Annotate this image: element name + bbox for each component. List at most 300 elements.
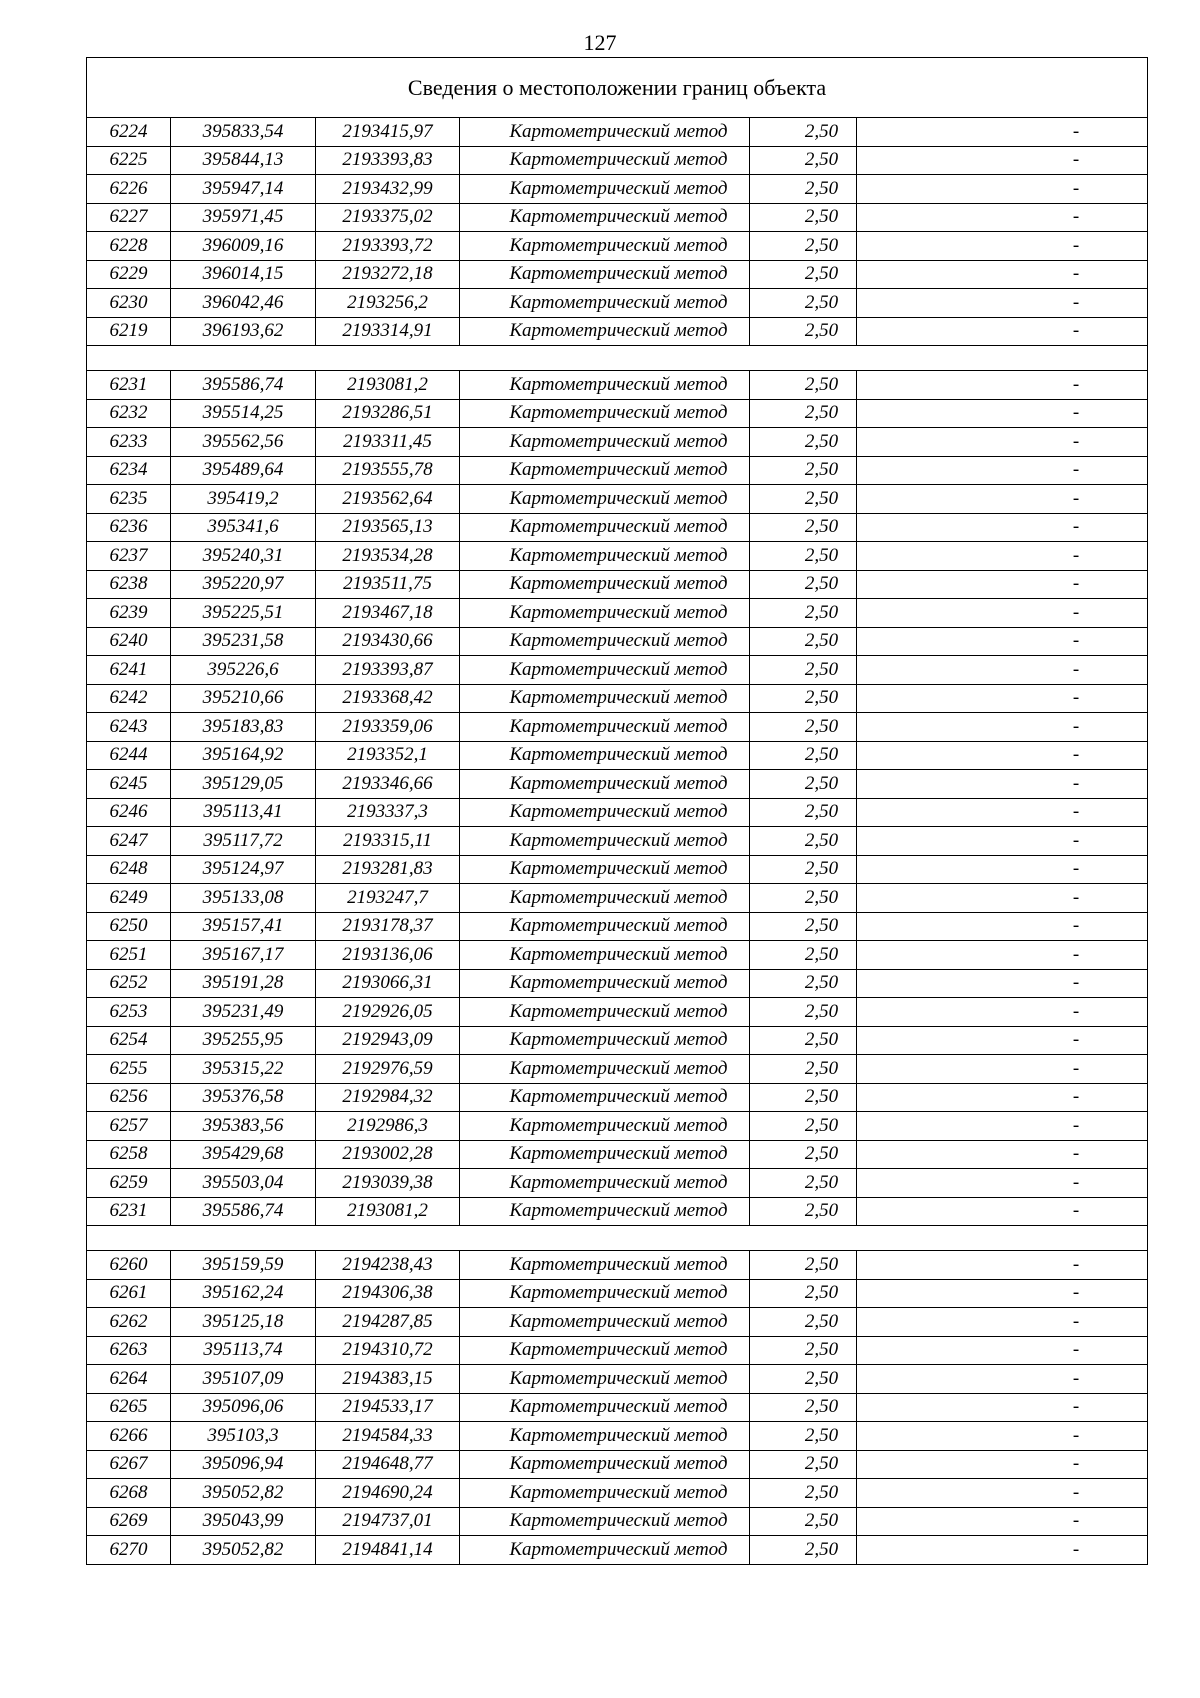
table-row — [87, 1422, 1148, 1451]
x-coordinate-cell: 395220,97 — [171, 570, 316, 599]
y-coordinate-cell: 2193272,18 — [316, 260, 460, 289]
point-number-cell: 6231 — [87, 371, 171, 400]
accuracy-cell: 2,50 — [750, 1422, 857, 1451]
description-cell: - — [857, 1422, 1148, 1451]
table-row — [87, 827, 1148, 856]
description-cell: - — [857, 1308, 1148, 1337]
description-cell: - — [857, 118, 1148, 147]
method-cell: Картометрический метод — [460, 232, 750, 261]
y-coordinate-cell: 2193136,06 — [316, 941, 460, 970]
table-row — [87, 456, 1148, 485]
point-number-cell: 6230 — [87, 289, 171, 318]
method-cell: Картометрический метод — [460, 1083, 750, 1112]
table-row — [87, 684, 1148, 713]
accuracy-cell: 2,50 — [750, 1479, 857, 1508]
x-coordinate-cell: 395947,14 — [171, 175, 316, 204]
y-coordinate-cell: 2194690,24 — [316, 1479, 460, 1508]
method-cell: Картометрический метод — [460, 1112, 750, 1141]
point-number-cell: 6242 — [87, 684, 171, 713]
x-coordinate-cell: 395586,74 — [171, 1197, 316, 1226]
method-cell: Картометрический метод — [460, 969, 750, 998]
description-cell: - — [857, 456, 1148, 485]
table-row — [87, 741, 1148, 770]
x-coordinate-cell: 395225,51 — [171, 599, 316, 628]
method-cell: Картометрический метод — [460, 542, 750, 571]
x-coordinate-cell: 395129,05 — [171, 770, 316, 799]
method-cell: Картометрический метод — [460, 399, 750, 428]
method-cell: Картометрический метод — [460, 456, 750, 485]
y-coordinate-cell: 2194310,72 — [316, 1336, 460, 1365]
y-coordinate-cell: 2193286,51 — [316, 399, 460, 428]
accuracy-cell: 2,50 — [750, 289, 857, 318]
description-cell: - — [857, 1365, 1148, 1394]
table-row — [87, 175, 1148, 204]
method-cell: Картометрический метод — [460, 1251, 750, 1280]
point-number-cell: 6240 — [87, 627, 171, 656]
table-row — [87, 118, 1148, 147]
description-cell: - — [857, 1197, 1148, 1226]
x-coordinate-cell: 395096,06 — [171, 1393, 316, 1422]
y-coordinate-cell: 2192926,05 — [316, 998, 460, 1027]
table-row — [87, 855, 1148, 884]
point-number-cell: 6251 — [87, 941, 171, 970]
method-cell: Картометрический метод — [460, 1365, 750, 1394]
separator-cell — [87, 346, 1148, 371]
accuracy-cell: 2,50 — [750, 969, 857, 998]
point-number-cell: 6259 — [87, 1169, 171, 1198]
point-number-cell: 6261 — [87, 1279, 171, 1308]
point-number-cell: 6231 — [87, 1197, 171, 1226]
method-cell: Картометрический метод — [460, 118, 750, 147]
description-cell: - — [857, 146, 1148, 175]
x-coordinate-cell: 395167,17 — [171, 941, 316, 970]
point-number-cell: 6247 — [87, 827, 171, 856]
method-cell: Картометрический метод — [460, 1536, 750, 1565]
accuracy-cell: 2,50 — [750, 203, 857, 232]
y-coordinate-cell: 2193247,7 — [316, 884, 460, 913]
x-coordinate-cell: 395157,41 — [171, 912, 316, 941]
method-cell: Картометрический метод — [460, 1197, 750, 1226]
y-coordinate-cell: 2192976,59 — [316, 1055, 460, 1084]
accuracy-cell: 2,50 — [750, 998, 857, 1027]
x-coordinate-cell: 395231,58 — [171, 627, 316, 656]
accuracy-cell: 2,50 — [750, 1197, 857, 1226]
description-cell: - — [857, 998, 1148, 1027]
table-row — [87, 542, 1148, 571]
x-coordinate-cell: 395315,22 — [171, 1055, 316, 1084]
y-coordinate-cell: 2193314,91 — [316, 317, 460, 346]
accuracy-cell: 2,50 — [750, 798, 857, 827]
accuracy-cell: 2,50 — [750, 1169, 857, 1198]
point-number-cell: 6262 — [87, 1308, 171, 1337]
table-row — [87, 1336, 1148, 1365]
table-row — [87, 627, 1148, 656]
description-cell: - — [857, 741, 1148, 770]
description-cell: - — [857, 371, 1148, 400]
description-cell: - — [857, 1507, 1148, 1536]
point-number-cell: 6241 — [87, 656, 171, 685]
point-number-cell: 6265 — [87, 1393, 171, 1422]
x-coordinate-cell: 395183,83 — [171, 713, 316, 742]
point-number-cell: 6244 — [87, 741, 171, 770]
accuracy-cell: 2,50 — [750, 1308, 857, 1337]
y-coordinate-cell: 2193002,28 — [316, 1140, 460, 1169]
description-cell: - — [857, 1450, 1148, 1479]
y-coordinate-cell: 2193352,1 — [316, 741, 460, 770]
table-row — [87, 713, 1148, 742]
point-number-cell: 6225 — [87, 146, 171, 175]
method-cell: Картометрический метод — [460, 741, 750, 770]
point-number-cell: 6270 — [87, 1536, 171, 1565]
accuracy-cell: 2,50 — [750, 884, 857, 913]
accuracy-cell: 2,50 — [750, 570, 857, 599]
method-cell: Картометрический метод — [460, 770, 750, 799]
table-row — [87, 232, 1148, 261]
method-cell: Картометрический метод — [460, 428, 750, 457]
table-row — [87, 260, 1148, 289]
point-number-cell: 6224 — [87, 118, 171, 147]
point-number-cell: 6227 — [87, 203, 171, 232]
x-coordinate-cell: 395231,49 — [171, 998, 316, 1027]
method-cell: Картометрический метод — [460, 1308, 750, 1337]
y-coordinate-cell: 2194648,77 — [316, 1450, 460, 1479]
point-number-cell: 6232 — [87, 399, 171, 428]
point-number-cell: 6263 — [87, 1336, 171, 1365]
point-number-cell: 6248 — [87, 855, 171, 884]
method-cell: Картометрический метод — [460, 1507, 750, 1536]
table-row — [87, 912, 1148, 941]
description-cell: - — [857, 428, 1148, 457]
point-number-cell: 6239 — [87, 599, 171, 628]
method-cell: Картометрический метод — [460, 146, 750, 175]
description-cell: - — [857, 232, 1148, 261]
table-row — [87, 1536, 1148, 1565]
x-coordinate-cell: 395341,6 — [171, 513, 316, 542]
y-coordinate-cell: 2193415,97 — [316, 118, 460, 147]
table-body — [87, 118, 1148, 1565]
point-number-cell: 6252 — [87, 969, 171, 998]
point-number-cell: 6258 — [87, 1140, 171, 1169]
y-coordinate-cell: 2193375,02 — [316, 203, 460, 232]
y-coordinate-cell: 2193534,28 — [316, 542, 460, 571]
accuracy-cell: 2,50 — [750, 713, 857, 742]
accuracy-cell: 2,50 — [750, 428, 857, 457]
description-cell: - — [857, 399, 1148, 428]
description-cell: - — [857, 1479, 1148, 1508]
x-coordinate-cell: 395162,24 — [171, 1279, 316, 1308]
description-cell: - — [857, 542, 1148, 571]
accuracy-cell: 2,50 — [750, 627, 857, 656]
x-coordinate-cell: 395043,99 — [171, 1507, 316, 1536]
point-number-cell: 6236 — [87, 513, 171, 542]
x-coordinate-cell: 395844,13 — [171, 146, 316, 175]
method-cell: Картометрический метод — [460, 827, 750, 856]
description-cell: - — [857, 884, 1148, 913]
table-row — [87, 570, 1148, 599]
table-row — [87, 1479, 1148, 1508]
x-coordinate-cell: 395833,54 — [171, 118, 316, 147]
accuracy-cell: 2,50 — [750, 371, 857, 400]
description-cell: - — [857, 175, 1148, 204]
y-coordinate-cell: 2194383,15 — [316, 1365, 460, 1394]
y-coordinate-cell: 2193359,06 — [316, 713, 460, 742]
x-coordinate-cell: 395191,28 — [171, 969, 316, 998]
table-row — [87, 1251, 1148, 1280]
point-number-cell: 6226 — [87, 175, 171, 204]
x-coordinate-cell: 395489,64 — [171, 456, 316, 485]
accuracy-cell: 2,50 — [750, 827, 857, 856]
description-cell: - — [857, 570, 1148, 599]
accuracy-cell: 2,50 — [750, 118, 857, 147]
x-coordinate-cell: 395096,94 — [171, 1450, 316, 1479]
point-number-cell: 6254 — [87, 1026, 171, 1055]
method-cell: Картометрический метод — [460, 1479, 750, 1508]
accuracy-cell: 2,50 — [750, 912, 857, 941]
accuracy-cell: 2,50 — [750, 1393, 857, 1422]
point-number-cell: 6228 — [87, 232, 171, 261]
accuracy-cell: 2,50 — [750, 317, 857, 346]
y-coordinate-cell: 2194841,14 — [316, 1536, 460, 1565]
accuracy-cell: 2,50 — [750, 542, 857, 571]
y-coordinate-cell: 2193393,72 — [316, 232, 460, 261]
x-coordinate-cell: 395052,82 — [171, 1479, 316, 1508]
accuracy-cell: 2,50 — [750, 656, 857, 685]
point-number-cell: 6267 — [87, 1450, 171, 1479]
table-row — [87, 513, 1148, 542]
description-cell: - — [857, 1536, 1148, 1565]
point-number-cell: 6257 — [87, 1112, 171, 1141]
table-row — [87, 798, 1148, 827]
description-cell: - — [857, 912, 1148, 941]
accuracy-cell: 2,50 — [750, 1083, 857, 1112]
boundary-coordinates-table — [86, 57, 1148, 1565]
description-cell: - — [857, 684, 1148, 713]
method-cell: Картометрический метод — [460, 371, 750, 400]
page-number: 127 — [583, 30, 617, 55]
method-cell: Картометрический метод — [460, 599, 750, 628]
table-row — [87, 399, 1148, 428]
accuracy-cell: 2,50 — [750, 146, 857, 175]
method-cell: Картометрический метод — [460, 1026, 750, 1055]
accuracy-cell: 2,50 — [750, 1336, 857, 1365]
x-coordinate-cell: 395255,95 — [171, 1026, 316, 1055]
table-row — [87, 1279, 1148, 1308]
y-coordinate-cell: 2193565,13 — [316, 513, 460, 542]
y-coordinate-cell: 2193430,66 — [316, 627, 460, 656]
method-cell: Картометрический метод — [460, 627, 750, 656]
accuracy-cell: 2,50 — [750, 399, 857, 428]
method-cell: Картометрический метод — [460, 260, 750, 289]
method-cell: Картометрический метод — [460, 570, 750, 599]
description-cell: - — [857, 1336, 1148, 1365]
point-number-cell: 6246 — [87, 798, 171, 827]
method-cell: Картометрический метод — [460, 656, 750, 685]
y-coordinate-cell: 2192986,3 — [316, 1112, 460, 1141]
table-row — [87, 1083, 1148, 1112]
table-row — [87, 146, 1148, 175]
x-coordinate-cell: 395503,04 — [171, 1169, 316, 1198]
point-number-cell: 6235 — [87, 485, 171, 514]
method-cell: Картометрический метод — [460, 1055, 750, 1084]
description-cell: - — [857, 317, 1148, 346]
table-row — [87, 1140, 1148, 1169]
table-row — [87, 1365, 1148, 1394]
accuracy-cell: 2,50 — [750, 770, 857, 799]
point-number-cell: 6237 — [87, 542, 171, 571]
method-cell: Картометрический метод — [460, 1336, 750, 1365]
table-row — [87, 1507, 1148, 1536]
point-number-cell: 6250 — [87, 912, 171, 941]
y-coordinate-cell: 2194238,43 — [316, 1251, 460, 1280]
y-coordinate-cell: 2193393,83 — [316, 146, 460, 175]
accuracy-cell: 2,50 — [750, 1536, 857, 1565]
table-row — [87, 941, 1148, 970]
x-coordinate-cell: 395562,56 — [171, 428, 316, 457]
description-cell: - — [857, 770, 1148, 799]
contour-separator-row — [87, 1226, 1148, 1251]
y-coordinate-cell: 2193346,66 — [316, 770, 460, 799]
x-coordinate-cell: 395107,09 — [171, 1365, 316, 1394]
y-coordinate-cell: 2193337,3 — [316, 798, 460, 827]
method-cell: Картометрический метод — [460, 1450, 750, 1479]
accuracy-cell: 2,50 — [750, 513, 857, 542]
table-row — [87, 599, 1148, 628]
x-coordinate-cell: 395514,25 — [171, 399, 316, 428]
table-row — [87, 289, 1148, 318]
description-cell: - — [857, 1055, 1148, 1084]
point-number-cell: 6249 — [87, 884, 171, 913]
description-cell: - — [857, 627, 1148, 656]
description-cell: - — [857, 485, 1148, 514]
accuracy-cell: 2,50 — [750, 1251, 857, 1280]
method-cell: Картометрический метод — [460, 289, 750, 318]
description-cell: - — [857, 1169, 1148, 1198]
method-cell: Картометрический метод — [460, 884, 750, 913]
point-number-cell: 6229 — [87, 260, 171, 289]
point-number-cell: 6269 — [87, 1507, 171, 1536]
table-row — [87, 371, 1148, 400]
x-coordinate-cell: 396193,62 — [171, 317, 316, 346]
y-coordinate-cell: 2193432,99 — [316, 175, 460, 204]
description-cell: - — [857, 855, 1148, 884]
table-row — [87, 1112, 1148, 1141]
y-coordinate-cell: 2194306,38 — [316, 1279, 460, 1308]
description-cell: - — [857, 289, 1148, 318]
description-cell: - — [857, 1279, 1148, 1308]
method-cell: Картометрический метод — [460, 684, 750, 713]
method-cell: Картометрический метод — [460, 1279, 750, 1308]
y-coordinate-cell: 2194584,33 — [316, 1422, 460, 1451]
accuracy-cell: 2,50 — [750, 941, 857, 970]
method-cell: Картометрический метод — [460, 175, 750, 204]
point-number-cell: 6243 — [87, 713, 171, 742]
point-number-cell: 6260 — [87, 1251, 171, 1280]
x-coordinate-cell: 395226,6 — [171, 656, 316, 685]
accuracy-cell: 2,50 — [750, 485, 857, 514]
x-coordinate-cell: 396042,46 — [171, 289, 316, 318]
y-coordinate-cell: 2193467,18 — [316, 599, 460, 628]
point-number-cell: 6253 — [87, 998, 171, 1027]
accuracy-cell: 2,50 — [750, 1026, 857, 1055]
x-coordinate-cell: 395164,92 — [171, 741, 316, 770]
method-cell: Картометрический метод — [460, 855, 750, 884]
table-row — [87, 998, 1148, 1027]
y-coordinate-cell: 2193311,45 — [316, 428, 460, 457]
x-coordinate-cell: 395429,68 — [171, 1140, 316, 1169]
y-coordinate-cell: 2193562,64 — [316, 485, 460, 514]
method-cell: Картометрический метод — [460, 1393, 750, 1422]
x-coordinate-cell: 395971,45 — [171, 203, 316, 232]
x-coordinate-cell: 395052,82 — [171, 1536, 316, 1565]
y-coordinate-cell: 2193081,2 — [316, 1197, 460, 1226]
method-cell: Картометрический метод — [460, 941, 750, 970]
table-row — [87, 1055, 1148, 1084]
table-row — [87, 485, 1148, 514]
description-cell: - — [857, 1140, 1148, 1169]
y-coordinate-cell: 2194737,01 — [316, 1507, 460, 1536]
point-number-cell: 6219 — [87, 317, 171, 346]
separator-cell — [87, 1226, 1148, 1251]
accuracy-cell: 2,50 — [750, 599, 857, 628]
accuracy-cell: 2,50 — [750, 855, 857, 884]
description-cell: - — [857, 798, 1148, 827]
x-coordinate-cell: 395240,31 — [171, 542, 316, 571]
method-cell: Картометрический метод — [460, 485, 750, 514]
x-coordinate-cell: 395376,58 — [171, 1083, 316, 1112]
table-row — [87, 884, 1148, 913]
x-coordinate-cell: 395586,74 — [171, 371, 316, 400]
y-coordinate-cell: 2193178,37 — [316, 912, 460, 941]
y-coordinate-cell: 2194533,17 — [316, 1393, 460, 1422]
x-coordinate-cell: 395125,18 — [171, 1308, 316, 1337]
y-coordinate-cell: 2193281,83 — [316, 855, 460, 884]
method-cell: Картометрический метод — [460, 912, 750, 941]
table-row — [87, 203, 1148, 232]
description-cell: - — [857, 1026, 1148, 1055]
point-number-cell: 6256 — [87, 1083, 171, 1112]
y-coordinate-cell: 2193081,2 — [316, 371, 460, 400]
description-cell: - — [857, 656, 1148, 685]
method-cell: Картометрический метод — [460, 317, 750, 346]
description-cell: - — [857, 1393, 1148, 1422]
accuracy-cell: 2,50 — [750, 1055, 857, 1084]
point-number-cell: 6266 — [87, 1422, 171, 1451]
y-coordinate-cell: 2193511,75 — [316, 570, 460, 599]
table-row — [87, 1450, 1148, 1479]
x-coordinate-cell: 395117,72 — [171, 827, 316, 856]
table-row — [87, 1169, 1148, 1198]
table-title: Сведения о местоположении границ объекта — [87, 58, 1148, 118]
x-coordinate-cell: 395133,08 — [171, 884, 316, 913]
table-row — [87, 1197, 1148, 1226]
point-number-cell: 6233 — [87, 428, 171, 457]
x-coordinate-cell: 396014,15 — [171, 260, 316, 289]
method-cell: Картометрический метод — [460, 798, 750, 827]
table-row — [87, 770, 1148, 799]
point-number-cell: 6238 — [87, 570, 171, 599]
accuracy-cell: 2,50 — [750, 684, 857, 713]
x-coordinate-cell: 395103,3 — [171, 1422, 316, 1451]
x-coordinate-cell: 395113,41 — [171, 798, 316, 827]
y-coordinate-cell: 2193039,38 — [316, 1169, 460, 1198]
y-coordinate-cell: 2193555,78 — [316, 456, 460, 485]
accuracy-cell: 2,50 — [750, 1365, 857, 1394]
table-row — [87, 1393, 1148, 1422]
method-cell: Картометрический метод — [460, 203, 750, 232]
description-cell: - — [857, 827, 1148, 856]
description-cell: - — [857, 713, 1148, 742]
table-row — [87, 317, 1148, 346]
